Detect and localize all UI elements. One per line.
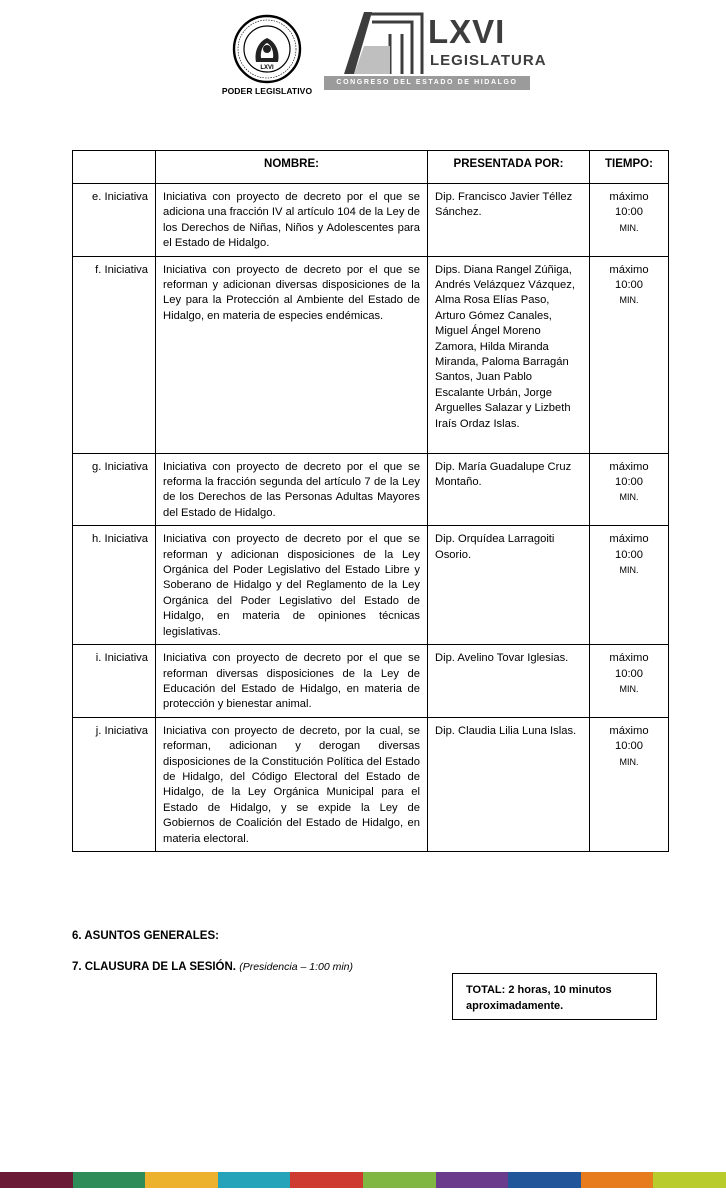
lxvi-title: LXVI (428, 13, 506, 50)
clausura-title: 7. CLAUSURA DE LA SESIÓN. (72, 961, 236, 973)
row-label: j. Iniciativa (73, 717, 156, 851)
stripe-segment (290, 1172, 363, 1188)
row-presented-by: Dip. María Guadalupe Cruz Montaño. (428, 453, 590, 526)
stripe-segment (0, 1172, 73, 1188)
table-row (73, 526, 669, 645)
row-time (590, 645, 669, 718)
color-stripe (0, 1172, 726, 1188)
table-row (73, 717, 669, 851)
clausura-presidencia: (Presidencia – 1:00 min) (239, 961, 354, 973)
poder-legislativo-label: PODER LEGISLATIVO (221, 86, 313, 96)
time-unit: MIN. (619, 683, 639, 694)
row-name: Iniciativa con proyecto de decreto por el que se reforman y adicionan disposiciones de la Ley Orgánica del Poder Legislativo del Estado Libre y Soberano de Hidalgo y del Reglamento de la Ley Orgánica del Poder Legislativo del Estado de Hidalgo, en materia de opiniones técnicas legislativas. (156, 526, 428, 645)
row-name: Iniciativa con proyecto de decreto por el que se reforman diversas disposiciones de la Ley de Educación del Estado de Hidalgo, en materia de protección y bienestar animal. (156, 645, 428, 718)
stripe-segment (218, 1172, 291, 1188)
stripe-segment (653, 1172, 726, 1188)
row-time (590, 256, 669, 453)
time-unit: MIN. (619, 295, 639, 306)
total-line-1: TOTAL: 2 horas, 10 minutos (466, 984, 612, 996)
time-max: máximo (609, 191, 649, 203)
row-presented-by: Dip. Francisco Javier Téllez Sánchez. (428, 184, 590, 257)
row-time (590, 184, 669, 257)
stripe-segment (363, 1172, 436, 1188)
row-presented-by: Dip. Claudia Lilia Luna Islas. (428, 717, 590, 851)
stripe-segment (581, 1172, 654, 1188)
time-unit: MIN. (619, 756, 639, 767)
table-row (73, 256, 669, 453)
time-value: 10:00 (615, 740, 643, 753)
row-time (590, 453, 669, 526)
row-label: e. Iniciativa (73, 184, 156, 257)
row-time (590, 717, 669, 851)
header-tiempo: TIEMPO: (590, 151, 669, 184)
stripe-segment (436, 1172, 509, 1188)
row-name: Iniciativa con proyecto de decreto por el que se reforma la fracción segunda del artículo 7 de la Ley de los Derechos de las Personas Adultas Mayores del Estado de Hidalgo. (156, 453, 428, 526)
row-presented-by: Dips. Diana Rangel Zúñiga, Andrés Velázquez Vázquez, Alma Rosa Elías Paso, Arturo Gómez Canales, Miguel Ángel Moreno Zamora, Hilda Miranda Miranda, Paloma Barragán Santos, Juan Pablo Escalante Urbán, Jorge Arguelles Salazar y Lizbeth Iraís Ordaz Islas. (428, 256, 590, 453)
total-line-2: aproximadamente. (466, 1000, 564, 1012)
row-presented-by: Dip. Orquídea Larragoiti Osorio. (428, 526, 590, 645)
time-value: 10:00 (615, 206, 643, 219)
agenda-table (72, 150, 669, 852)
time-max: máximo (609, 652, 649, 665)
time-unit: MIN. (619, 492, 639, 503)
header-nombre: NOMBRE: (156, 151, 428, 184)
header-presentada-por: PRESENTADA POR: (428, 151, 590, 184)
time-value: 10:00 (615, 667, 643, 680)
clausura-heading (72, 961, 353, 973)
stripe-segment (508, 1172, 581, 1188)
time-max: máximo (609, 533, 649, 546)
row-time (590, 526, 669, 645)
time-value: 10:00 (615, 476, 643, 489)
row-label: h. Iniciativa (73, 526, 156, 645)
building-icon (324, 10, 428, 76)
row-label: f. Iniciativa (73, 256, 156, 453)
row-presented-by: Dip. Avelino Tovar Iglesias. (428, 645, 590, 718)
row-label: g. Iniciativa (73, 453, 156, 526)
seal-logo (218, 14, 316, 96)
stripe-segment (145, 1172, 218, 1188)
time-value: 10:00 (615, 548, 643, 561)
time-max: máximo (609, 263, 649, 276)
legislatura-logo (324, 10, 547, 94)
asuntos-generales-heading: 6. ASUNTOS GENERALES: (72, 930, 219, 942)
row-label: i. Iniciativa (73, 645, 156, 718)
seal-text: LXVI (260, 65, 274, 71)
table-row (73, 645, 669, 718)
time-max: máximo (609, 460, 649, 473)
time-unit: MIN. (619, 222, 639, 233)
row-name: Iniciativa con proyecto de decreto por el que se adiciona una fracción IV al artículo 104 de la Ley de los Derechos de Niñas, Niños y Adolescentes para el Estado de Hidalgo. (156, 184, 428, 257)
congreso-band-text: CONGRESO DEL ESTADO DE HIDALGO (336, 79, 518, 86)
row-name: Iniciativa con proyecto de decreto, por la cual, se reforman, adicionan y derogan diversas disposiciones de la Constitución Política del Estado de Hidalgo, del Código Electoral del Estado de Hidalgo, de la Ley Orgánica Municipal para el Estado de Hidalgo, y se expide la Ley de Gobiernos de Coalición del Estado de Hidalgo, en materia electoral. (156, 717, 428, 851)
header-blank (73, 151, 156, 184)
table-row (73, 453, 669, 526)
table-row (73, 184, 669, 257)
congress-seal-icon (232, 14, 302, 84)
time-unit: MIN. (619, 565, 639, 576)
time-value: 10:00 (615, 279, 643, 292)
stripe-segment (73, 1172, 146, 1188)
table-header-row (73, 151, 669, 184)
row-name: Iniciativa con proyecto de decreto por el que se reforman y adicionan diversas disposiciones de la Ley para la Protección al Ambiente del Estado de Hidalgo, en materia de especies endémicas. (156, 256, 428, 453)
total-box (452, 973, 657, 1020)
legislatura-subtitle: LEGISLATURA (430, 52, 547, 69)
time-max: máximo (609, 724, 649, 737)
